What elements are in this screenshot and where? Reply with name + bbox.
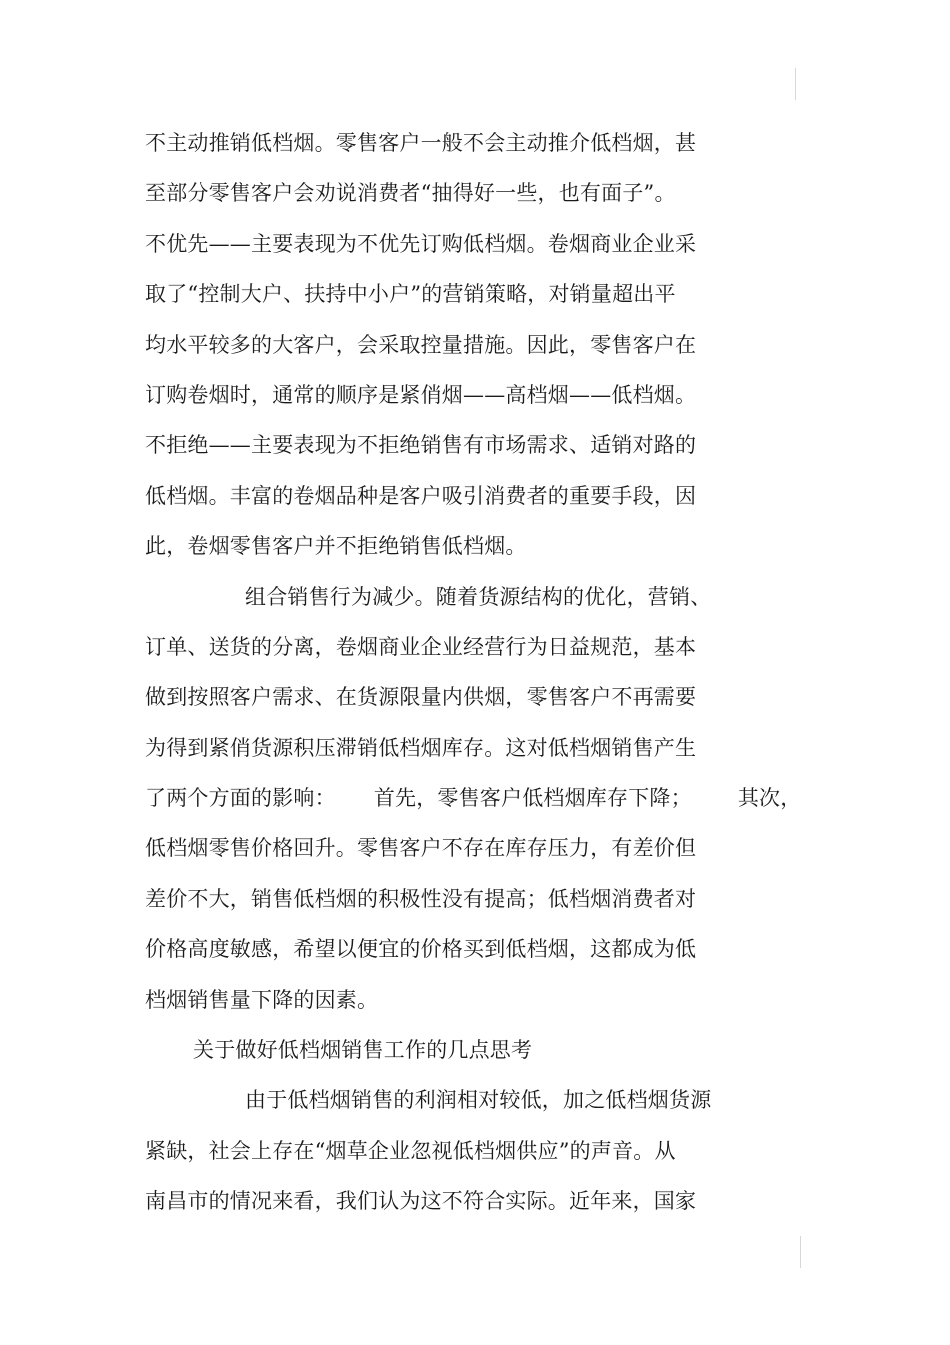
text-line: 紧缺，社会上存在“烟草企业忽视低档烟供应”的声音。从 — [145, 1138, 676, 1163]
text-line: 南昌市的情况来看，我们认为这不符合实际。近年来，国家 — [145, 1189, 697, 1214]
text-line: 低档烟零售价格回升。零售客户不存在库存压力，有差价但 — [145, 836, 697, 861]
text-line: 档烟销售量下降的因素。 — [145, 987, 379, 1012]
text-line: 价格高度敏感，希望以便宜的价格买到低档烟，这都成为低 — [145, 937, 697, 962]
split-part-3: 其次， — [737, 786, 802, 811]
body-text — [145, 118, 825, 1227]
text-line: 不主动推销低档烟。零售客户一般不会主动推介低档烟，甚 — [145, 131, 697, 155]
text-line: 至部分零售客户会劝说消费者“抽得好一些，也有面子”。 — [145, 181, 676, 206]
paragraph-start-line: 组合销售行为减少。随着货源结构的优化，营销、 — [245, 584, 712, 609]
paragraph-start-line: 由于低档烟销售的利润相对较低，加之低档烟货源 — [245, 1088, 712, 1113]
text-line: 订单、送货的分离，卷烟商业企业经营行为日益规范，基本 — [145, 634, 697, 659]
page-corner-mark-top — [795, 68, 796, 100]
text-line: 为得到紧俏货源积压滞销低档烟库存。这对低档烟销售产生 — [145, 735, 697, 760]
text-line: 做到按照客户需求、在货源限量内供烟，零售客户不再需要 — [145, 685, 697, 710]
text-line: 不拒绝——主要表现为不拒绝销售有市场需求、适销对路的 — [145, 433, 697, 458]
text-line: 此，卷烟零售客户并不拒绝销售低档烟。 — [145, 534, 527, 559]
text-line: 均水平较多的大客户，会采取控量措施。因此，零售客户在 — [145, 332, 697, 357]
split-part-2: 首先，零售客户低档烟库存下降； — [373, 786, 692, 811]
page-corner-mark-bottom — [800, 1236, 801, 1268]
text-line-split — [145, 773, 825, 823]
section-heading: 关于做好低档烟销售工作的几点思考 — [193, 1038, 533, 1063]
text-line: 低档烟。丰富的卷烟品种是客户吸引消费者的重要手段，因 — [145, 483, 697, 508]
text-line: 差价不大，销售低档烟的积极性没有提高；低档烟消费者对 — [145, 886, 697, 911]
text-line: 不优先——主要表现为不优先订购低档烟。卷烟商业企业采 — [145, 231, 697, 256]
text-line: 订购卷烟时，通常的顺序是紧俏烟——高档烟——低档烟。 — [145, 382, 697, 407]
text-line: 取了“控制大户、扶持中小户”的营销策略，对销量超出平 — [145, 282, 676, 307]
split-part-1: 了两个方面的影响： — [145, 786, 336, 811]
